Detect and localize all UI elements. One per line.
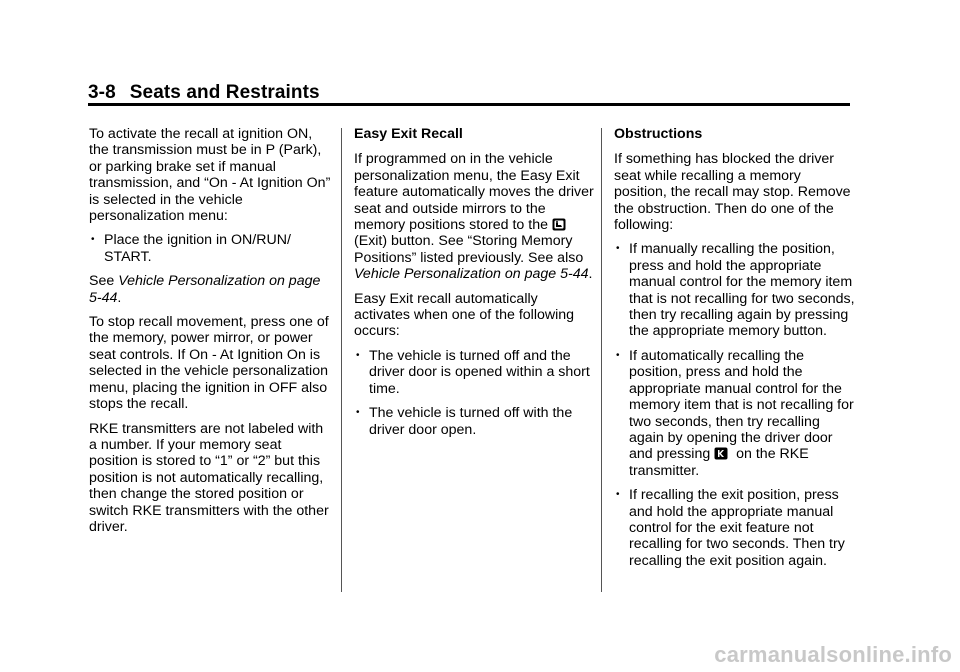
list-item xyxy=(354,348,596,397)
rke-unlock-icon xyxy=(714,447,728,460)
paragraph-rke-transmitters: RKE transmitters are not labeled with a number. If your memory seat position is stored to “1” or “2” but this position is not automatically recalling, then change the stored position or switch RKE transmitters with the other driver. xyxy=(89,420,329,535)
see-prefix: See xyxy=(89,273,119,290)
list-item xyxy=(614,487,856,569)
bullet-text: If recalling the exit position, press and hold the appropriate manual control for the exit feature not recalling for two seconds. Then try recalling the exit position again. xyxy=(629,487,845,569)
list-item xyxy=(89,232,331,265)
see-reference xyxy=(89,273,331,306)
list-item xyxy=(614,348,856,479)
bullet-text: If manually recalling the position, press and hold the appropriate manual control for the memory item that is not recalling for two seconds, then try recalling again by pressing the appropriate memory button. xyxy=(629,241,855,340)
cross-reference-link[interactable]: Vehicle Personalization on page 5‑44 xyxy=(89,273,321,306)
bullet-icon: • xyxy=(616,489,620,501)
bullet-icon: • xyxy=(356,407,360,419)
bullet-icon: • xyxy=(616,349,620,361)
watermark: carmanualsonline.info xyxy=(714,642,952,667)
column-3 xyxy=(614,126,856,577)
paragraph-easy-exit-activates: Easy Exit recall automatically activates when one of the following occurs: xyxy=(354,290,575,340)
paragraph-suffix: . xyxy=(588,266,593,283)
paragraph-obstructions: If something has blocked the driver seat while recalling a memory position, the recall may stop. Remove the obstruction. Then do one of the following: xyxy=(614,151,851,234)
paragraph-text-2: (Exit) button. See “Storing Memory Positions” listed previously. See also xyxy=(354,233,584,266)
bullet-text-part: If automatically recalling the position, press and hold the appropriate manual control for the memory item that is not recalling for two seconds, then try recalling again by opening the driver door and pressing xyxy=(629,347,854,463)
paragraph-stop-recall: To stop recall movement, press one of the memory, power mirror, or power seat controls. If On - At Ignition On is selected in the vehicle personalization menu, placing the ignition in OFF also stops the recall. xyxy=(89,314,329,413)
cross-reference-link[interactable]: Vehicle Personalization on page 5‑44 xyxy=(354,266,589,283)
bullet-text: The vehicle is turned off with the driver door open. xyxy=(369,405,573,438)
bullet-text xyxy=(629,348,854,479)
header-rule xyxy=(88,103,850,106)
section-title: Seats and Restraints xyxy=(129,82,320,103)
bullet-text-part-2: on the RKE transmitter. xyxy=(629,446,809,479)
column-divider-1 xyxy=(341,128,342,592)
bullet-text: Place the ignition in ON/RUN/ START. xyxy=(104,232,291,265)
column-1 xyxy=(89,126,331,543)
list-item xyxy=(354,405,596,438)
section-heading-obstructions: Obstructions xyxy=(614,126,703,142)
bullet-icon: • xyxy=(91,234,95,246)
exit-seat-icon xyxy=(552,218,566,231)
column-2 xyxy=(354,126,596,446)
bullet-icon: • xyxy=(356,349,360,361)
page-number: 3-8 xyxy=(88,82,116,103)
paragraph-recall-ignition: To activate the recall at ignition ON, the transmission must be in P (Park), or parking brake set if manual transmission, and “On - At Ignition On” is selected in the vehicle personalization menu: xyxy=(89,126,331,225)
list-item xyxy=(614,241,856,339)
section-heading-easy-exit: Easy Exit Recall xyxy=(354,126,463,142)
page-header xyxy=(88,82,320,104)
column-divider-2 xyxy=(601,128,602,592)
see-suffix: . xyxy=(117,289,122,306)
bullet-text: The vehicle is turned off and the driver door is opened within a short time. xyxy=(369,347,590,397)
paragraph-easy-exit xyxy=(354,151,596,282)
paragraph-text: If programmed on in the vehicle personalization menu, the Easy Exit feature automatically moves the driver seat and outside mirrors to the memory positions stored to the xyxy=(354,151,594,234)
bullet-icon: • xyxy=(616,243,620,255)
